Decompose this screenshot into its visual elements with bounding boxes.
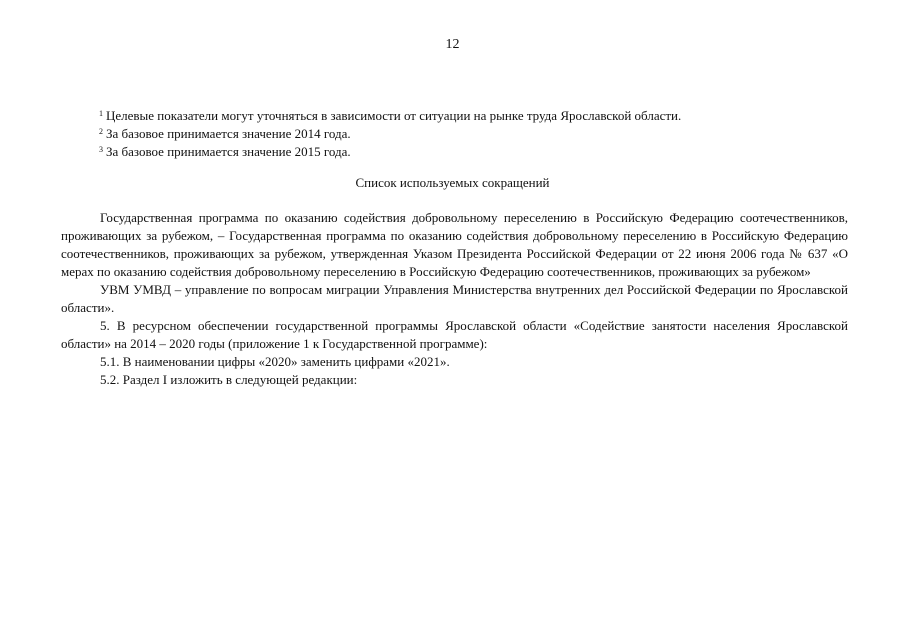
paragraph: УВМ УМВД – управление по вопросам миграции Управления Министерства внутренних дел Российской Федерации по Ярославской области». (61, 282, 848, 315)
footnote-2 (99, 125, 819, 143)
page-number: 12 (445, 37, 460, 52)
paragraph: 5.2. Раздел I изложить в следующей редакции: (100, 372, 358, 387)
footnote-marker: 2 (99, 127, 103, 136)
footnotes (99, 107, 819, 161)
body-text (61, 209, 848, 389)
paragraph: Государственная программа по оказанию содействия добровольному переселению в Российскую Федерацию соотечественников, проживающих за рубежом, – Государственная программа по оказанию содействия добровольному переселению в Российскую Федерацию соотечественников, проживающих за рубежом, утвержденная Указом Президента Российской Федерации от 22 июня 2006 года № 637 «О мерах по оказанию содействия добровольному переселению в Российскую Федерацию соотечественников, проживающих за рубежом» (61, 210, 848, 279)
footnote-marker: 1 (99, 109, 103, 118)
footnote-3 (99, 143, 819, 161)
footnote-text: За базовое принимается значение 2014 года. (106, 126, 351, 141)
footnote-text: Целевые показатели могут уточняться в зависимости от ситуации на рынке труда Ярославской области. (106, 108, 682, 123)
section-heading: Список используемых сокращений (355, 175, 550, 190)
paragraph: 5. В ресурсном обеспечении государственной программы Ярославской области «Содействие занятости населения Ярославской области» на 2014 – 2020 годы (приложение 1 к Государственной программе): (61, 318, 848, 351)
paragraph: 5.1. В наименовании цифры «2020» заменить цифрами «2021». (100, 354, 450, 369)
footnote-text: За базовое принимается значение 2015 года. (106, 144, 351, 159)
footnote-marker: 3 (99, 145, 103, 154)
footnote-1 (99, 107, 819, 125)
